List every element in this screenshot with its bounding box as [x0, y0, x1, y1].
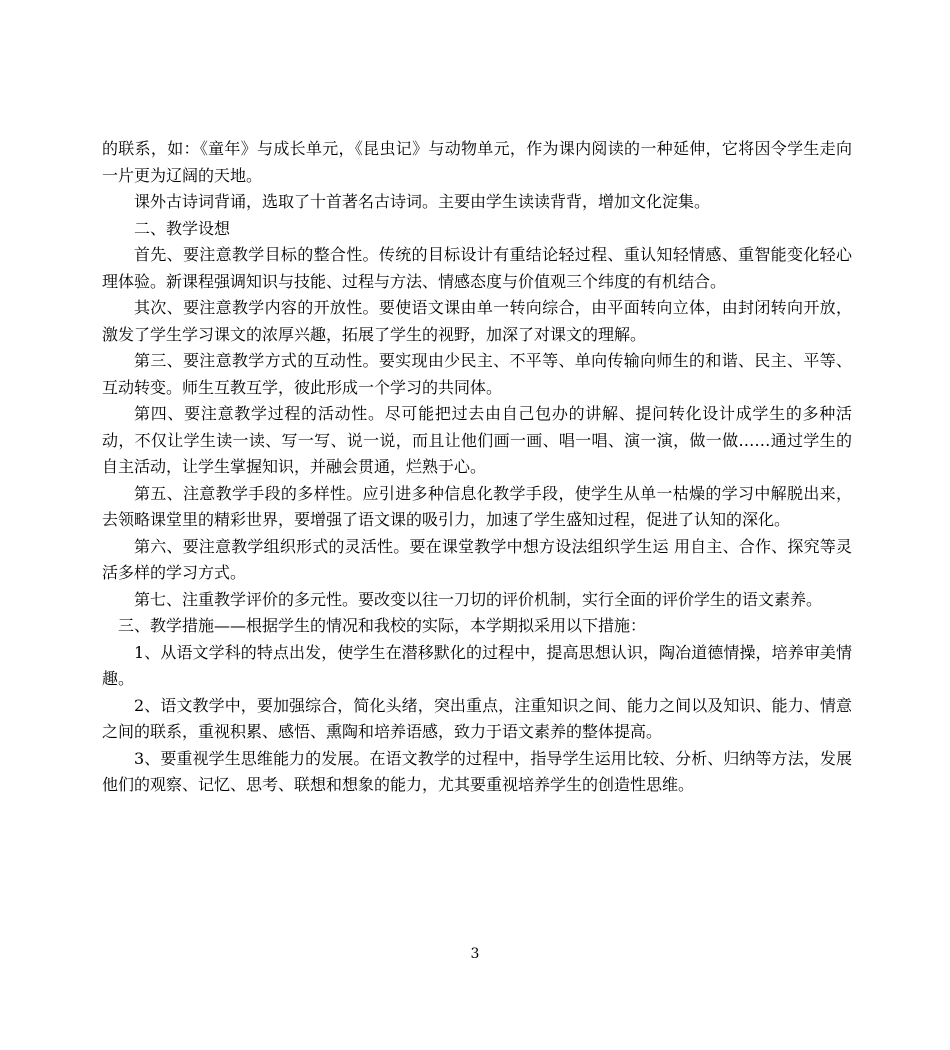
section-heading-teaching-ideas: 二、教学设想 [134, 218, 231, 238]
paragraph-continuation: 的联系，如：《童年》与成长单元，《昆虫记》与动物单元，作为课内阅读的一种延伸，它将因令学生走向一片更为辽阔的天地。 [102, 139, 852, 185]
document-body [102, 136, 852, 799]
paragraph-second-point: 其次、要注意教学内容的开放性。要使语文课由单一转向综合，由平面转向立体，由封闭转向开放，激发了学生学习课文的浓厚兴趣，拓展了学生的视野，加深了对课文的理解。 [102, 298, 852, 344]
section-heading-teaching-measures: 三、教学措施——根据学生的情况和我校的实际，本学期拟采用以下措施： [118, 616, 647, 635]
paragraph-third-point: 第三、要注意教学方式的互动性。要实现由少民主、不平等、单向传输向师生的和谐、民主、平等、互动转变。师生互教互学，彼此形成一个学习的共同体。 [102, 351, 852, 397]
page-number: 3 [470, 946, 480, 962]
paragraph-measure-2: 2、语文教学中，要加强综合，简化头绪，突出重点，注重知识之间、能力之间以及知识、能力、情意之间的联系，重视积累、感悟、熏陶和培养语感，致力于语文素养的整体提高。 [102, 695, 852, 741]
paragraph-measure-1: 1、从语文学科的特点出发，使学生在潜移默化的过程中，提高思想认识，陶冶道德情操，培养审美情趣。 [102, 642, 852, 688]
paragraph-fifth-point: 第五、注意教学手段的多样性。应引进多种信息化教学手段，使学生从单一枯燥的学习中解脱出来，去领略课堂里的精彩世界，要增强了语文课的吸引力，加速了学生盛知过程，促进了认知的深化。 [102, 483, 852, 529]
paragraph-seventh-point: 第七、注重教学评价的多元性。要改变以往一刀切的评价机制，实行全面的评价学生的语文素养。 [134, 589, 823, 609]
paragraph-sixth-point: 第六、要注意教学组织形式的灵活性。要在课堂教学中想方设法组织学生运 用自主、合作、探究等灵活多样的学习方式。 [102, 536, 852, 582]
paragraph-poetry-recitation: 课外古诗词背诵，选取了十首著名古诗词。主要由学生读读背背，增加文化淀集。 [134, 192, 711, 211]
paragraph-fourth-point: 第四、要注意教学过程的活动性。尽可能把过去由自己包办的讲解、提问转化设计成学生的多种活动，不仅让学生读一读、写一写、说一说，而且让他们画一画、唱一唱、演一演，做一做……通过学生的自主活动，让学生掌握知识，并融会贯通，烂熟于心。 [102, 404, 852, 476]
paragraph-first-point: 首先、要注意教学目标的整合性。传统的目标设计有重结论轻过程、重认知轻情感、重智能变化轻心理体验。新课程强调知识与技能、过程与方法、情感态度与价值观三个纬度的有机结合。 [102, 245, 852, 291]
paragraph-measure-3: 3、要重视学生思维能力的发展。在语文教学的过程中，指导学生运用比较、分析、归纳等方法，发展他们的观察、记忆、思考、联想和想象的能力，尤其要重视培养学生的创造性思维。 [102, 748, 852, 794]
